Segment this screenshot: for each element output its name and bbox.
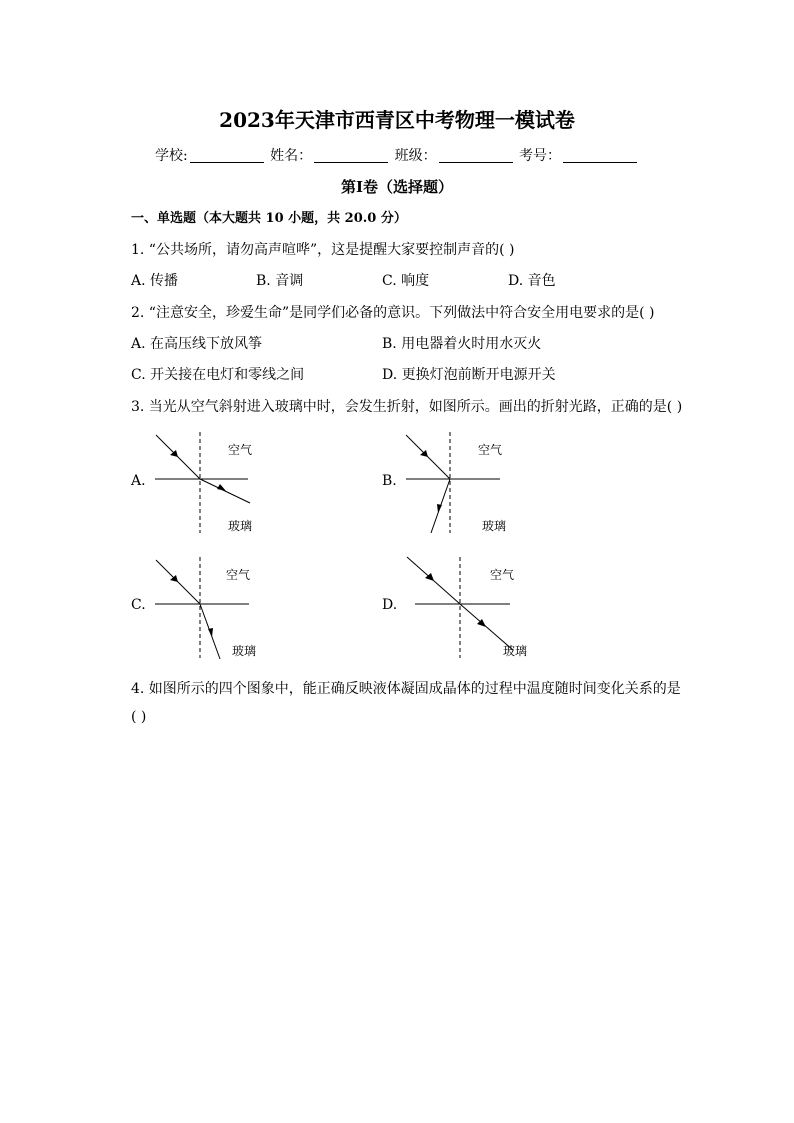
exam-no-label: 考号： [519, 148, 562, 164]
school-blank[interactable] [190, 162, 264, 163]
part-heading: 一、单选题（本大题共 10 小题，共 20.0 分） [131, 211, 407, 226]
q2-option-a[interactable]: A. 在高压线下放风筝 [131, 336, 263, 352]
figure-d-label[interactable]: D. [382, 597, 398, 613]
q2-option-b[interactable]: B. 用电器着火时用水灭火 [382, 336, 542, 352]
q1-option-a[interactable]: A. 传播 [131, 273, 179, 289]
refracted-ray [200, 479, 250, 503]
name-label: 姓名： [270, 148, 313, 164]
air-label: 空气 [478, 443, 503, 457]
class-blank[interactable] [439, 162, 513, 163]
question-3-stem: 3. 当光从空气斜射进入玻璃中时，会发生折射，如图所示。画出的折射光路，正确的是( ) [131, 399, 683, 415]
q1-option-d[interactable]: D. 音色 [508, 273, 556, 289]
figure-a-label[interactable]: A. [131, 473, 146, 489]
question-4-stem-cont: ( ) [131, 709, 147, 725]
glass-label: 玻璃 [228, 519, 253, 533]
incident-arrow-icon [420, 450, 428, 457]
q1-option-b[interactable]: B. 音调 [256, 273, 304, 289]
figure-a-diagram [150, 430, 260, 535]
question-4-stem: 4. 如图所示的四个图象中，能正确反映液体凝固成晶体的过程中温度随时间变化关系的是 [131, 681, 681, 697]
glass-label: 玻璃 [503, 644, 528, 658]
air-label: 空气 [490, 568, 515, 582]
figure-d-diagram [405, 555, 528, 660]
figure-b-diagram [400, 430, 510, 535]
figure-c-diagram [150, 555, 260, 660]
incident-arrow-icon [170, 450, 178, 457]
figure-b-label[interactable]: B. [382, 473, 397, 489]
q2-option-d[interactable]: D. 更换灯泡前断开电源开关 [382, 367, 556, 383]
page-title: 2023年天津市西青区中考物理一模试卷 [219, 108, 575, 132]
refracted-arrow-icon [208, 628, 213, 637]
refracted-arrow-icon [217, 484, 226, 491]
exam-no-blank[interactable] [563, 162, 637, 163]
incident-arrow-icon [170, 575, 178, 582]
glass-label: 玻璃 [482, 519, 507, 533]
class-label: 班级： [394, 148, 437, 164]
air-label: 空气 [228, 443, 253, 457]
refracted-arrow-icon [437, 504, 442, 513]
air-label: 空气 [226, 568, 251, 582]
question-1-stem: 1. “公共场所，请勿高声喧哗”，这是提醒大家要控制声音的( ) [131, 242, 515, 258]
school-label: 学校: [154, 148, 188, 164]
student-info-line [0, 145, 794, 165]
section-title: 第I卷（选择题） [340, 178, 454, 196]
glass-label: 玻璃 [232, 644, 257, 658]
question-2-stem: 2. “注意安全，珍爱生命”是同学们必备的意识。下列做法中符合安全用电要求的是( ) [131, 305, 655, 321]
q2-option-c[interactable]: C. 开关接在电灯和零线之间 [131, 367, 305, 383]
figure-c-label[interactable]: C. [131, 597, 146, 613]
q1-option-c[interactable]: C. 响度 [382, 273, 430, 289]
name-blank[interactable] [314, 162, 388, 163]
